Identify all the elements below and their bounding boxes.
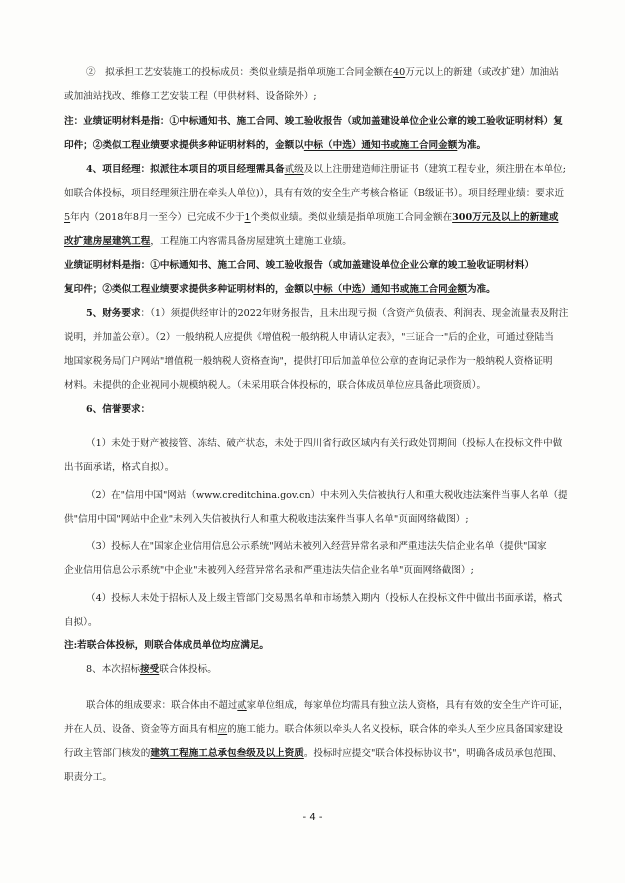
text-line: 职责分工。 <box>64 772 112 783</box>
page-number: - 4 - <box>302 812 323 823</box>
text-line: 或加油站找改、维修工艺安装工程（甲供材料、设备除外）; <box>64 91 317 102</box>
text-line: 注：业绩证明材料是指：①中标通知书、施工合同、竣工验收报告（或加盖建设单位企业公章的竣工验收证明材料）复 <box>64 116 563 127</box>
text-line: 自拟）。 <box>64 617 98 628</box>
text-line: 企业信用信息公示系统"中企业"未被列入经营异常名录和严重违法失信企业名单"页面网络截图）; <box>64 565 474 576</box>
text-line: 8、本次招标接受联合体投标。 <box>86 664 217 675</box>
text-line: 地国家税务局门户网站"增值税一般纳税人资格查询"，提供打印后加盖单位公章的查询记录作为一般纳税人资格证明 <box>64 356 553 367</box>
text-line: 5年内（2018年8月一至今）已完成不少于1个类似业绩。类似业绩是指单项施工合同金额在300万元及以上的新建或 <box>64 212 559 223</box>
text-line: 5、财务要求：（1）须提供经审计的2022年财务报告，且未出现亏损（含资产负债表、利润表、现金流量表及附注 <box>86 308 569 319</box>
text-line: 6、信誉要求： <box>86 404 151 415</box>
text-line: （2）在"信用中国"网站（www.creditchina.gov.cn）中未列入失信被执行人和重大税收违法案件当事人名单（提 <box>86 490 568 501</box>
text-line: 出书面承诺，格式自拟）。 <box>64 462 175 473</box>
text-line: 注:若联合体投标，则联合体成员单位均应满足。 <box>64 640 270 651</box>
text-line: （4）投标人未处于招标人及上级主管部门交易黑名单和市场禁入期内（投标人在投标文件中做出书面承诺，格式 <box>86 593 563 604</box>
text-line: 并在人员、设备、资金等方面具有相应的施工能力。联合体须以牵头人名义投标，联合体的牵头人至少应具备国家建设 <box>64 724 563 735</box>
text-line: （1）未处于财产被接管、冻结、破产状态，未处于四川省行政区域内有关行政处罚期间（投标人在投标文件中做 <box>86 438 563 449</box>
text-line: 说明，并加盖公章）。（2）一般纳税人应提供《增值税一般纳税人申请认定表》，"三证合一"后的企业，可通过登陆当 <box>64 332 554 343</box>
text-line: 供"信用中国"网站中企业"未列入失信被执行人和重大税收违法案件当事人名单"页面网络截图）; <box>64 514 469 525</box>
text-line: 复印件；②类似工程业绩要求提供多种证明材料的，金额以中标（中选）通知书或施工合同金额为准。 <box>64 284 496 295</box>
text-line: 联合体的组成要求：联合体由不超过贰家单位组成，每家单位均需具有独立法人资格，具有有效的安全生产许可证， <box>86 700 569 711</box>
text-line: 行政主管部门核发的建筑工程施工总承包叁级及以上资质。投标时应提交"联合体投标协议书"，明确各成员承包范围、 <box>64 748 563 759</box>
text-line: 业绩证明材料是指：①中标通知书、施工合同、竣工验收报告（或加盖建设单位企业公章的竣工验收证明材料） <box>64 260 535 271</box>
text-line: 材料。未提供的企业视同小规模纳税人。（未采用联合体投标的，联合体成员单位应具备此项资质）。 <box>64 380 487 391</box>
text-line: 印件；②类似工程业绩要求提供多种证明材料的，金额以中标（中选）通知书或施工合同金额为准。 <box>64 140 487 151</box>
text-line: 改扩建房屋建筑工程，工程施工内容需具备房屋建筑土建施工业绩。 <box>64 236 352 247</box>
text-line: 如联合体投标，项目经理须注册在牵头人单位)），具有有效的安全生产考核合格证（B级证书）。项目经理业绩：要求近 <box>64 188 565 199</box>
text-line: 4、项目经理：拟派往本项目的项目经理需具备贰级及以上注册建造师注册证书（建筑工程专业，须注册在本单位; <box>86 164 567 175</box>
text-line: （3）投标人在"国家企业信用信息公示系统"网站未被列入经营异常名录和严重违法失信企业名单（提供"国家 <box>86 541 547 552</box>
text-line: ② 拟承担工艺安装施工的投标成员：类似业绩是指单项施工合同金额在40万元以上的新建（或改扩建）加油站 <box>86 67 559 78</box>
